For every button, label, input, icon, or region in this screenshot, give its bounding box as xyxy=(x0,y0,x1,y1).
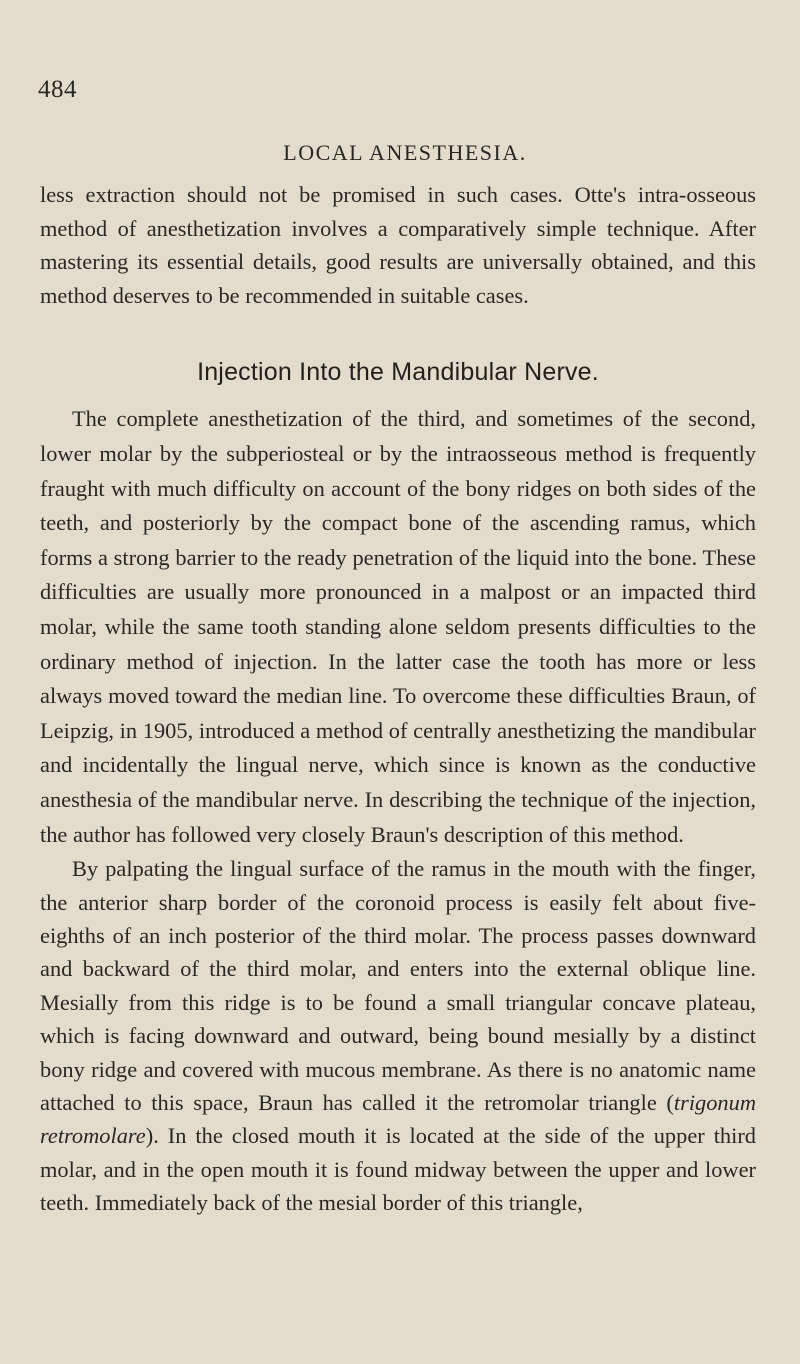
running-head: LOCAL ANESTHESIA. xyxy=(283,140,527,165)
paragraph-1: The complete anesthetization of the third, and sometimes of the second, lower molar by the subperiosteal or by the intraosseous method is frequently fraught with much difficulty on account of the bony ridges on both sides of the teeth, and posteriorly by the compact bone of the ascending ramus, which forms a strong barrier to the ready penetration of the liquid into the bone. These difficulties are usually more pronounced in a malpost or an impacted third molar, while the same tooth standing alone seldom presents difficulties to the ordinary method of injection. In the latter case the tooth has more or less always moved toward the median line. To overcome these difficulties Braun, of Leipzig, in 1905, introduced a method of centrally anesthetizing the mandibular and incidentally the lingual nerve, which since is known as the conductive anesthesia of the mandibular nerve. In describing the technique of the injection, the author has followed very closely Braun's description of this method. xyxy=(40,406,756,847)
continuation-paragraph: less extraction should not be promised in such cases. Otte's intra-osseous method of anesthetization involves a comparatively simple technique. After mastering its essential details, good results are universally obtained, and this method deserves to be recommended in suitable cases. xyxy=(40,182,756,308)
page-number: 484 xyxy=(38,76,77,103)
paragraph-2 xyxy=(40,852,756,1219)
body-text xyxy=(40,178,756,1220)
paragraph-2-text-after: ). In the closed mouth it is located at the side of the upper third molar, and in the open mouth it is found midway between the upper and lower teeth. Immediately back of the mesial border of this triangle, xyxy=(40,1123,756,1216)
section-heading: Injection Into the Mandibular Nerve. xyxy=(197,358,599,387)
paragraph-2-text-before: By palpating the lingual surface of the ramus in the mouth with the finger, the anterior sharp border of the coronoid process is easily felt about five-eighths of an inch posterior of the third molar. The process passes downward and backward of the third molar, and enters into the external oblique line. Mesially from this ridge is to be found a small triangular concave plateau, which is facing downward and outward, being bound mesially by a distinct bony ridge and covered with mucous membrane. As there is no anatomic name attached to this space, Braun has called it the retromolar triangle ( xyxy=(40,856,756,1115)
paragraph-2-latin-term: trigonum retromolare xyxy=(40,1089,756,1149)
